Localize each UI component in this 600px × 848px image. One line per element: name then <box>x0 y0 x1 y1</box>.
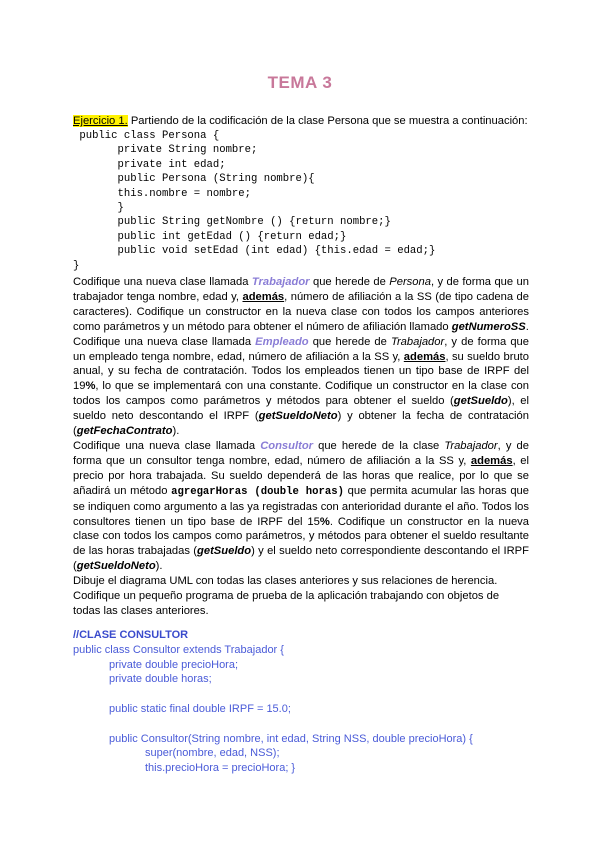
percent-sign: % <box>319 515 330 528</box>
text-run: , y de forma que un trabajador tenga nombre, edad y, <box>73 276 529 303</box>
emphasis-ademas: además <box>242 290 285 303</box>
text-run: , número de afiliación a la SS (de tipo cadena de caracteres). Codifique un constructor en la nueva clase con todos los campos anteriores como parámetros y un método para obtener el número de afiliación llamado <box>73 290 529 333</box>
method-name: getSueldo <box>197 545 252 558</box>
code-line: private int edad; <box>73 158 226 171</box>
class-name-trabajador: Trabajador <box>444 439 498 452</box>
code-line: private double precioHora; <box>109 658 239 671</box>
text-run: Codifique una nueva clase llamada <box>73 335 256 348</box>
text-run: que herede de <box>309 276 390 288</box>
method-name: getNumeroSS <box>451 320 526 333</box>
code-line: public class Persona { <box>73 130 220 142</box>
paragraph-test-program: Codifique un pequeño programa de prueba de la aplicación trabajando con objetos de todas las clases anteriores. <box>73 590 500 617</box>
text-run: , y de forma que un empleado tenga nombre, edad, número de afiliación a la SS y, <box>73 335 529 363</box>
paragraph-empleado <box>73 335 529 439</box>
code-line: super(nombre, edad, NSS); <box>145 747 280 760</box>
method-name: getSueldo <box>453 395 508 408</box>
text-run: ), el sueldo neto descontando el IRPF ( <box>73 395 529 423</box>
code-comment: //CLASE CONSULTOR <box>73 629 189 641</box>
method-name: getSueldoNeto <box>76 560 156 573</box>
class-name-empleado: Empleado <box>255 335 309 348</box>
page-title: TEMA 3 <box>267 73 333 92</box>
paragraph-uml: Dibuje el diagrama UML con todas las clases anteriores y sus relaciones de herencia. <box>73 575 498 588</box>
class-name-trabajador: Trabajador <box>251 276 310 288</box>
text-run: que herede de <box>308 335 391 348</box>
exercise-intro <box>73 114 533 128</box>
class-name-consultor: Consultor <box>260 439 314 452</box>
class-name-persona: Persona <box>389 276 431 288</box>
consultor-code-block <box>73 628 533 776</box>
persona-code-block <box>73 129 435 273</box>
code-line: this.precioHora = precioHora; } <box>145 762 296 775</box>
method-name: getSueldoNeto <box>258 410 338 423</box>
text-run: ). <box>172 425 180 438</box>
text-run: ) y el sueldo neto correspondiente descontando el IRPF ( <box>73 545 529 573</box>
code-line: public class Consultor extends Trabajador { <box>73 643 284 656</box>
text-run: ) y obtener la fecha de contratación ( <box>73 410 529 438</box>
code-line: public static final double IRPF = 15.0; <box>109 702 291 715</box>
code-line: public void setEdad (int edad) {this.edad = edad;} <box>73 245 436 258</box>
class-name-trabajador: Trabajador <box>390 335 445 348</box>
code-line: public Persona (String nombre){ <box>73 173 315 186</box>
method-name: getFechaContrato <box>76 425 173 438</box>
code-line: private double horas; <box>109 673 212 686</box>
code-line: public int getEdad () {return edad;} <box>73 230 347 243</box>
code-blank-line <box>73 687 533 702</box>
text-run: ). <box>155 560 163 573</box>
text-run: , su sueldo bruto anual, y su fecha de contratación. Todos los empleados tienen un tipo base de IRPF del 19 <box>73 350 529 393</box>
exercise-intro-text: Partiendo de la codificación de la clase Persona que se muestra a continuación: <box>127 115 528 127</box>
code-line: public Consultor(String nombre, int edad, String NSS, double precioHora) { <box>109 732 473 745</box>
text-run: que permita acumular las horas que se indiquen como argumento a las ya registradas con anterioridad durante el año. Todos los consultores tienen un tipo base de IRPF del 15 <box>73 484 529 528</box>
code-blank-line <box>73 717 533 732</box>
code-line: this.nombre = nombre; <box>73 187 252 200</box>
exercise-body <box>73 275 529 619</box>
method-name: agregarHoras (double horas) <box>171 485 344 498</box>
text-run: , lo que se implementará con una constante. Codifique un constructor en la clase con todos los campos como parámetros y métodos para obtener el sueldo ( <box>73 380 529 408</box>
text-run: que herede de la clase <box>313 439 445 452</box>
emphasis-ademas: además <box>403 350 446 363</box>
text-run: , el precio por hora trabajada. Su sueldo dependerá de las horas que realice, por lo que se añadirá un método <box>73 454 529 497</box>
paragraph-trabajador <box>73 275 529 335</box>
code-line: } <box>73 202 124 215</box>
code-line: public String getNombre () {return nombre;} <box>73 216 391 229</box>
emphasis-ademas: además <box>470 454 513 467</box>
paragraph-consultor <box>73 439 529 574</box>
text-run: . Codifique un constructor en la nueva clase con todos los campos como parámetros, y métodos para obtener el sueldo resultante de las horas trabajadas ( <box>73 515 529 558</box>
percent-sign: % <box>85 380 96 393</box>
code-line: private String nombre; <box>73 144 258 157</box>
text-run: Codifique una nueva clase llamada <box>73 439 261 452</box>
text-run: Codifique una nueva clase llamada <box>73 276 252 288</box>
text-run: . <box>525 320 529 333</box>
text-run: , y de forma que un consultor tenga nombre, edad, número de afiliación a la SS y, <box>73 439 529 467</box>
code-line: } <box>73 259 80 272</box>
exercise-label: Ejercicio 1. <box>73 115 128 127</box>
